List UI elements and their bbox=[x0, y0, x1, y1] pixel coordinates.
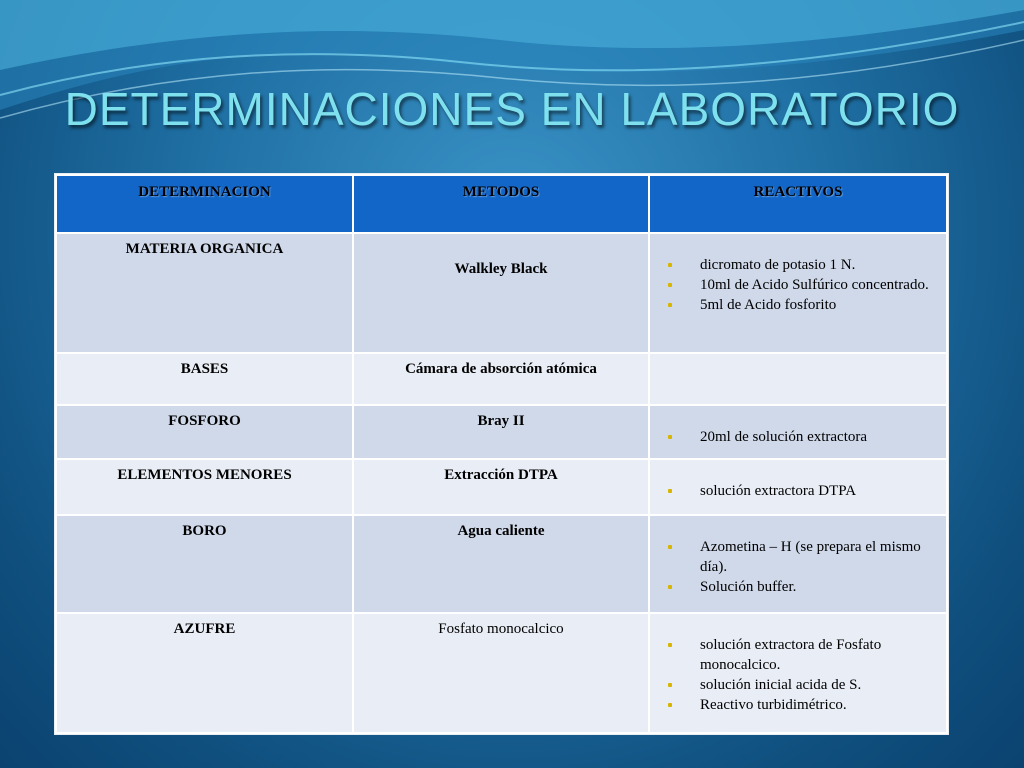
list-item: dicromato de potasio 1 N. bbox=[662, 255, 940, 275]
cell-reactivos bbox=[649, 233, 947, 353]
list-item: solución extractora DTPA bbox=[662, 481, 940, 501]
table-row bbox=[56, 613, 947, 733]
cell-reactivos bbox=[649, 515, 947, 613]
cell-reactivos bbox=[649, 613, 947, 733]
cell-determinacion: AZUFRE bbox=[56, 613, 353, 733]
header-metodos: METODOS bbox=[353, 175, 649, 233]
list-item: solución extractora de Fosfato monocalcico. bbox=[662, 635, 940, 675]
bullet-icon bbox=[668, 545, 672, 549]
reactivos-list bbox=[656, 635, 940, 715]
list-item: 10ml de Acido Sulfúrico concentrado. bbox=[662, 275, 940, 295]
lab-determinations-table bbox=[55, 174, 948, 734]
reactivos-list bbox=[656, 481, 940, 501]
table-row bbox=[56, 233, 947, 353]
header-reactivos: REACTIVOS bbox=[649, 175, 947, 233]
cell-determinacion: FOSFORO bbox=[56, 405, 353, 459]
reactivos-list bbox=[656, 255, 940, 315]
list-item: 5ml de Acido fosforito bbox=[662, 295, 940, 315]
cell-determinacion: ELEMENTOS MENORES bbox=[56, 459, 353, 515]
bullet-icon bbox=[668, 643, 672, 647]
reactivos-list bbox=[656, 427, 940, 447]
cell-reactivos bbox=[649, 353, 947, 405]
table-header-row bbox=[56, 175, 947, 233]
bullet-icon bbox=[668, 585, 672, 589]
bullet-icon bbox=[668, 703, 672, 707]
list-item: solución inicial acida de S. bbox=[662, 675, 940, 695]
cell-determinacion: MATERIA ORGANICA bbox=[56, 233, 353, 353]
cell-metodo: Bray II bbox=[353, 405, 649, 459]
bullet-icon bbox=[668, 683, 672, 687]
list-item: 20ml de solución extractora bbox=[662, 427, 940, 447]
bullet-icon bbox=[668, 489, 672, 493]
table-row bbox=[56, 459, 947, 515]
header-determinacion: DETERMINACION bbox=[56, 175, 353, 233]
table-row bbox=[56, 515, 947, 613]
bullet-icon bbox=[668, 435, 672, 439]
cell-determinacion: BASES bbox=[56, 353, 353, 405]
list-item: Azometina – H (se prepara el mismo día). bbox=[662, 537, 940, 577]
cell-metodo: Agua caliente bbox=[353, 515, 649, 613]
reactivos-list bbox=[656, 537, 940, 597]
list-item: Reactivo turbidimétrico. bbox=[662, 695, 940, 715]
cell-metodo: Extracción DTPA bbox=[353, 459, 649, 515]
table-row bbox=[56, 405, 947, 459]
bullet-icon bbox=[668, 283, 672, 287]
cell-reactivos bbox=[649, 405, 947, 459]
cell-metodo: Fosfato monocalcico bbox=[353, 613, 649, 733]
cell-metodo: Cámara de absorción atómica bbox=[353, 353, 649, 405]
page-title: DETERMINACIONES EN LABORATORIO bbox=[64, 83, 960, 135]
cell-determinacion: BORO bbox=[56, 515, 353, 613]
cell-reactivos bbox=[649, 459, 947, 515]
bullet-icon bbox=[668, 303, 672, 307]
cell-metodo: Walkley Black bbox=[353, 233, 649, 353]
list-item: Solución buffer. bbox=[662, 577, 940, 597]
bullet-icon bbox=[668, 263, 672, 267]
table-row bbox=[56, 353, 947, 405]
